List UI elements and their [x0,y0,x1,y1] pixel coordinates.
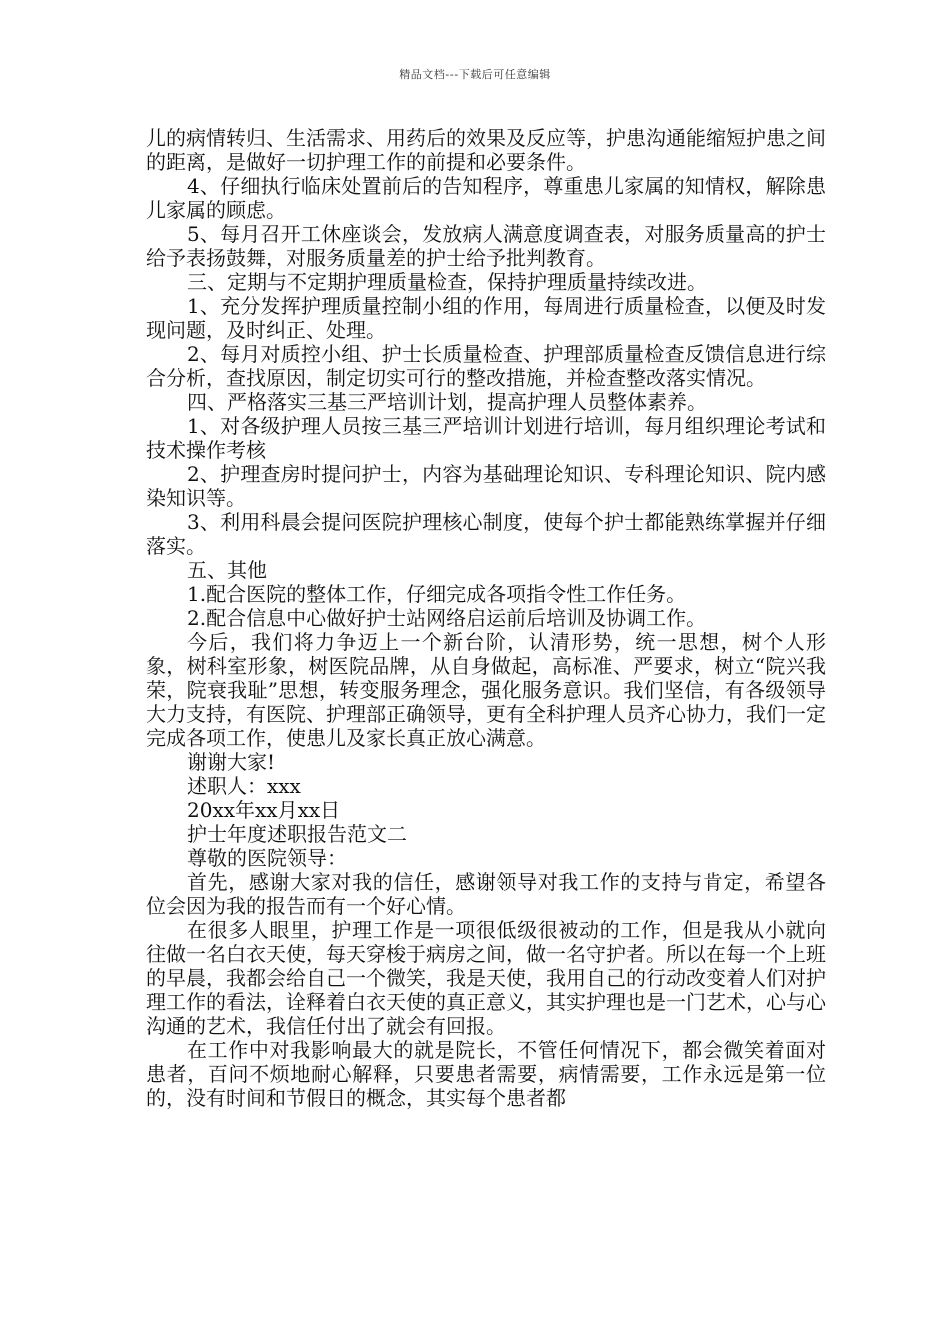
second-report-title: 护士年度述职报告范文二 [187,822,407,846]
paragraph-9: 2、护理查房时提问护士，内容为基础理论知识、专科理论知识、院内感染知识等。 [146,462,826,510]
reporter-line: 述职人：xxx [187,774,301,798]
section-heading-4: 四、严格落实三基三严培训计划，提高护理人员整体素养。 [187,390,707,414]
document-body [146,126,826,1110]
paragraph-22: 在工作中对我影响最大的就是院长，不管任何情况下，都会微笑着面对患者，百问不烦地耐心解释，只要患者需要，病情需要，工作永远是第一位的，没有时间和节假日的概念，其实每个患者都 [146,1038,826,1110]
paragraph-10: 3、利用科晨会提问医院护理核心制度，使每个护士都能熟练掌握并仔细落实。 [146,510,826,558]
paragraph-13: 2.配合信息中心做好护士站网络启运前后培训及协调工作。 [187,606,707,630]
paragraph-20: 首先，感谢大家对我的信任，感谢领导对我工作的支持与肯定，希望各位会因为我的报告而有一个好心情。 [146,870,826,918]
date-line: 20xx年xx月xx日 [187,798,341,822]
section-heading-5: 五、其他 [187,558,267,582]
paragraph-8: 1、对各级护理人员按三基三严培训计划进行培训，每月组织理论考试和技术操作考核 [146,414,826,462]
paragraph-6: 2、每月对质控小组、护士长质量检查、护理部质量检查反馈信息进行综合分析，查找原因，制定切实可行的整改措施，并检查整改落实情况。 [146,342,826,390]
page-header: 精品文档---下载后可任意编辑 [399,68,551,81]
paragraph-3: 5、每月召开工休座谈会，发放病人满意度调查表，对服务质量高的护士给予表扬鼓舞，对服务质量差的护士给予批判教育。 [146,222,826,270]
paragraph-5: 1、充分发挥护理质量控制小组的作用，每周进行质量检查，以便及时发现问题，及时纠正、处理。 [146,294,826,342]
paragraph-21: 在很多人眼里，护理工作是一项很低级很被动的工作，但是我从小就向往做一名白衣天使，每天穿梭于病房之间，做一名守护者。所以在每一个上班的早晨，我都会给自己一个微笑，我是天使，我用自己的行动改变着人们对护理工作的看法，诠释着白衣天使的真正意义，其实护理也是一门艺术，心与心沟通的艺术，我信任付出了就会有回报。 [146,918,826,1038]
salutation: 尊敬的医院领导： [187,846,347,870]
paragraph-14: 今后，我们将力争迈上一个新台阶，认清形势，统一思想，树个人形象，树科室形象，树医院品牌，从自身做起，高标准、严要求，树立“院兴我荣，院衰我耻”思想，转变服务理念，强化服务意识。我们坚信，有各级领导大力支持，有医院、护理部正确领导，更有全科护理人员齐心协力，我们一定完成各项工作，使患儿及家长真正放心满意。 [146,630,826,750]
paragraph-1: 儿的病情转归、生活需求、用药后的效果及反应等，护患沟通能缩短护患之间的距离，是做好一切护理工作的前提和必要条件。 [146,126,826,174]
paragraph-2: 4、仔细执行临床处置前后的告知程序，尊重患儿家属的知情权，解除患儿家属的顾虑。 [146,174,826,222]
section-heading-3: 三、定期与不定期护理质量检查，保持护理质量持续改进。 [187,270,707,294]
closing-thanks: 谢谢大家! [187,750,276,774]
paragraph-12: 1.配合医院的整体工作，仔细完成各项指令性工作任务。 [187,582,687,606]
